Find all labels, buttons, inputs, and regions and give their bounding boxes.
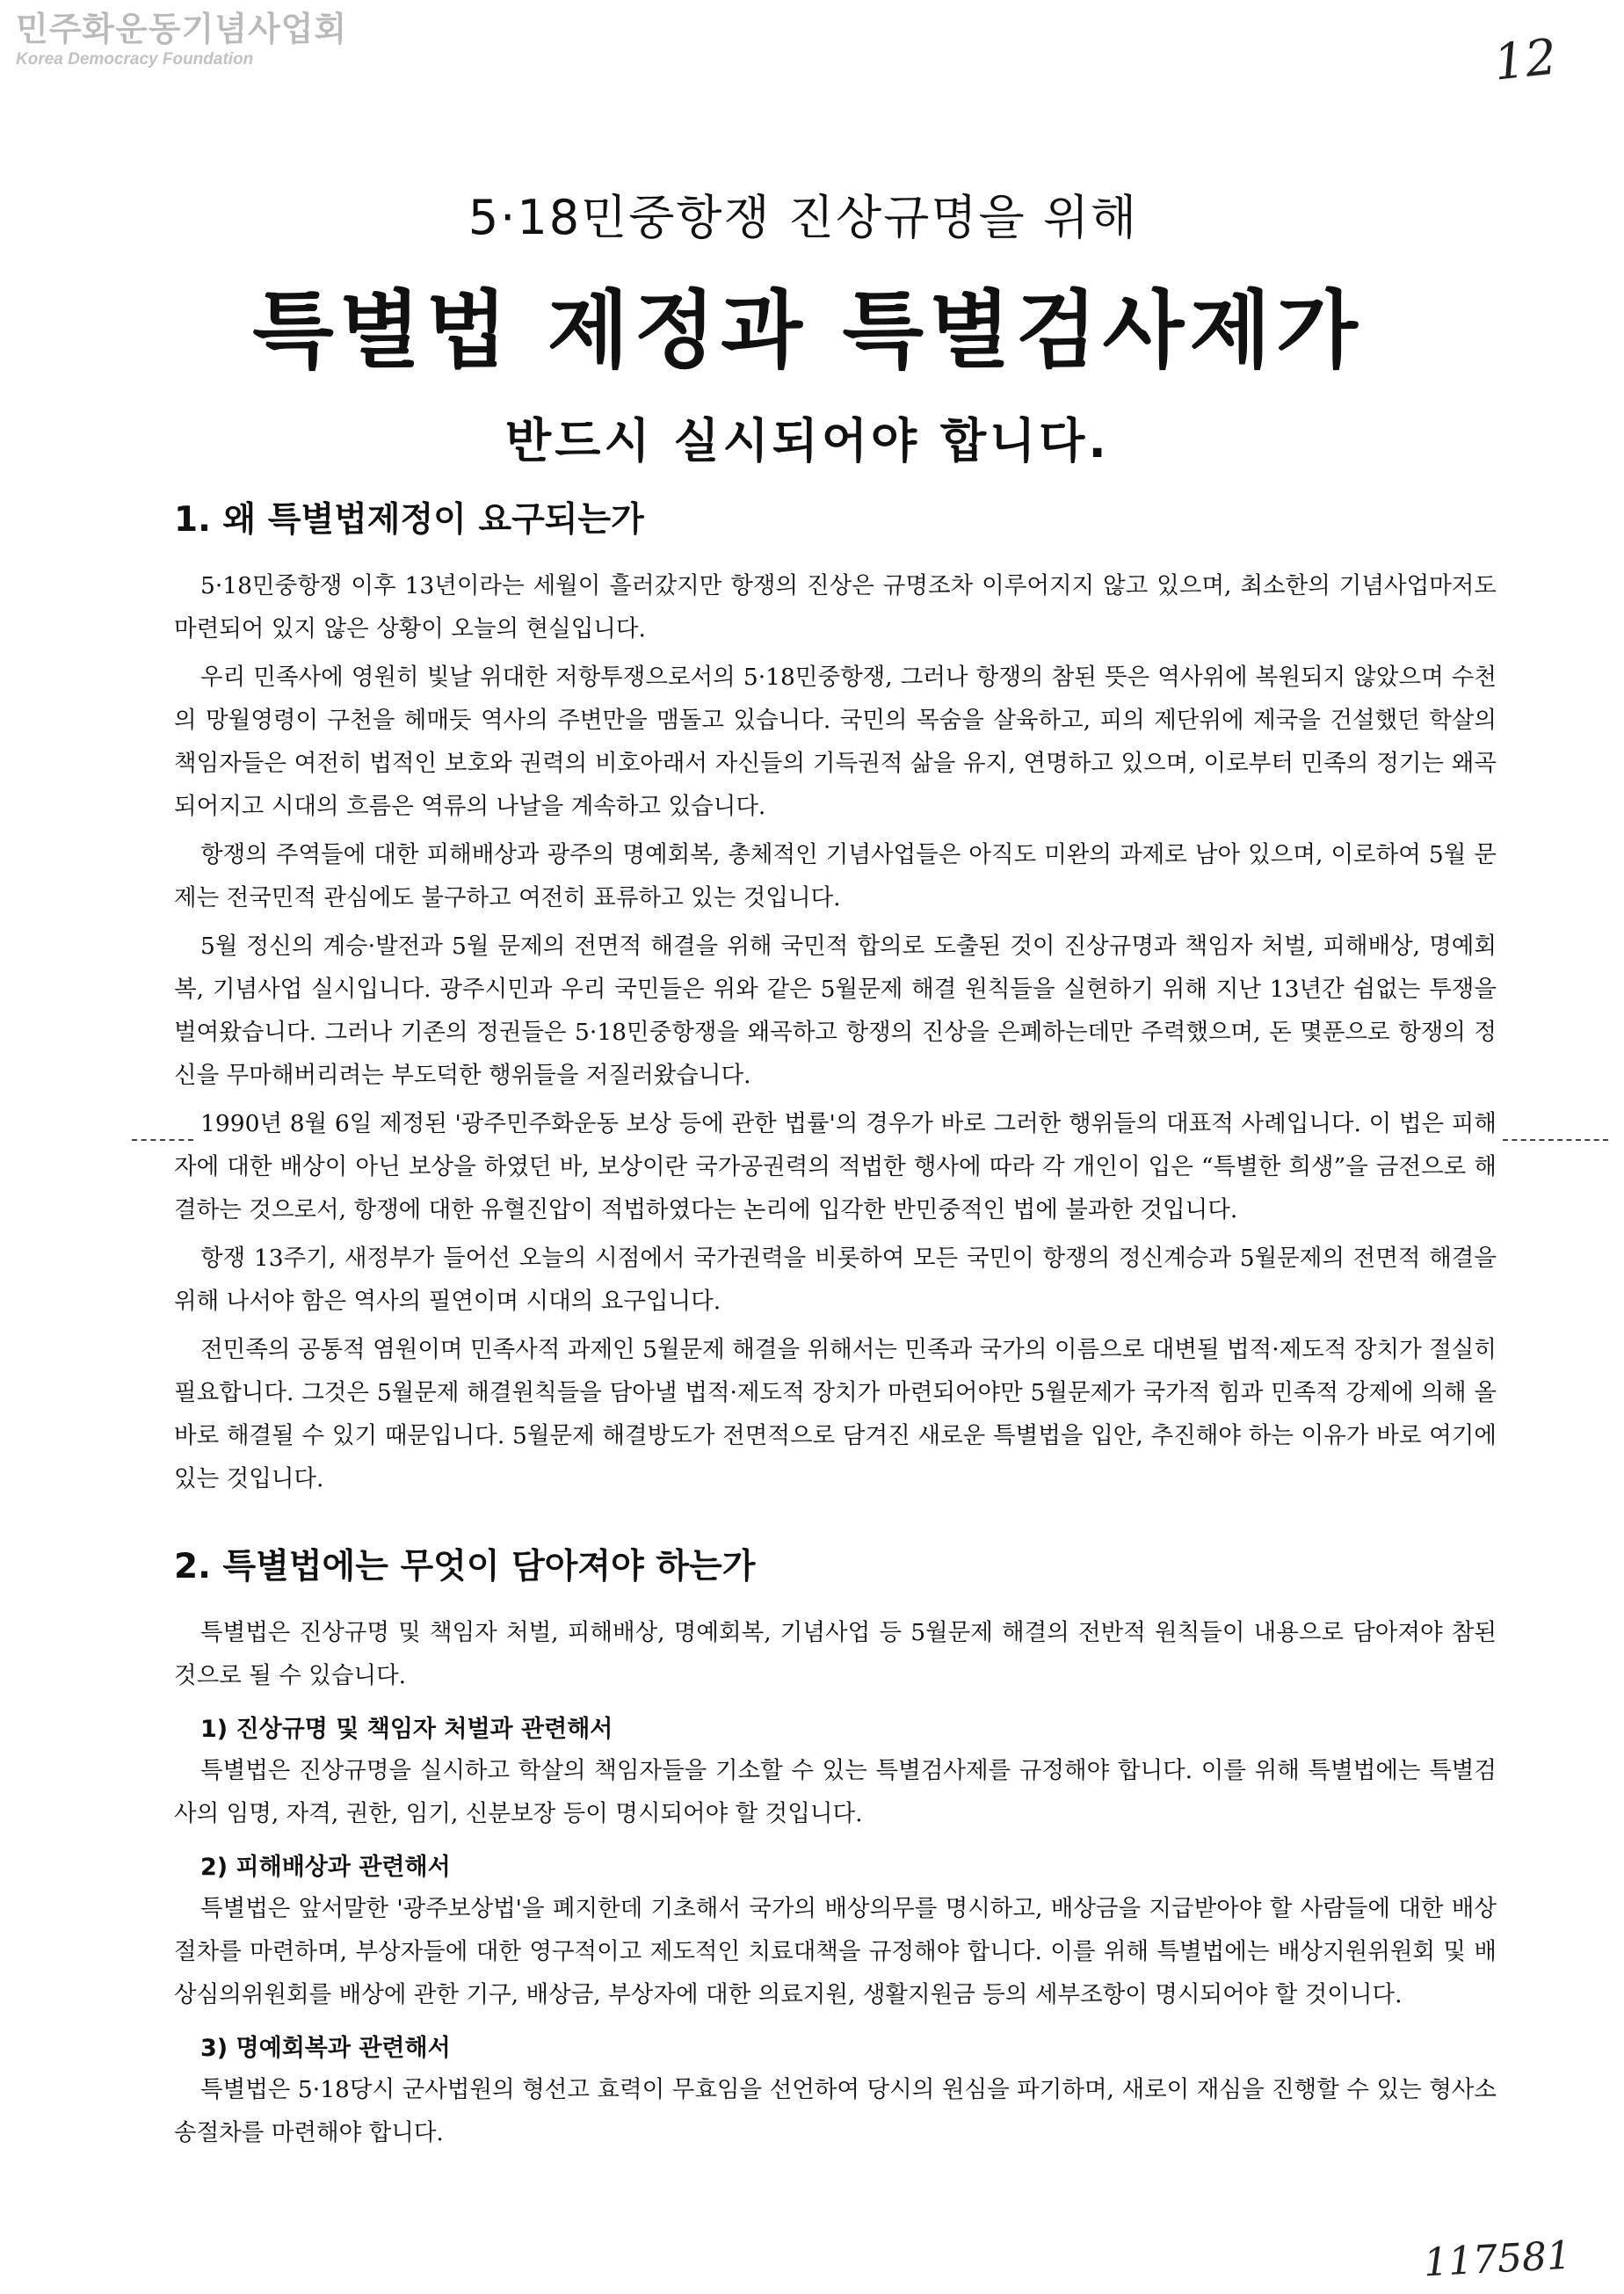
title-block	[0, 180, 1624, 471]
section-1	[174, 492, 1497, 1500]
watermark-korean: 민주화운동기념사업회	[16, 10, 348, 48]
watermark	[16, 12, 347, 68]
section-1-paragraph: 전민족의 공통적 염원이며 민족사적 과제인 5월문제 해결을 위해서는 민족과 국가의 이름으로 대변될 법적·제도적 장치가 절실히 필요합니다. 그것은 5월문제 해결원칙들을 담아낼 법적·제도적 장치가 마련되어야만 5월문제가 국가적 힘과 민족적 강제에 의해 올바로 해결될 수 있기 때문입니다. 5월문제 해결방도가 전면적으로 담겨진 새로운 특별법을 입안, 추진해야 하는 이유가 바로 여기에 있는 것입니다.	[174, 1336, 1497, 1492]
section-1-paragraph: 5·18민중항쟁 이후 13년이라는 세월이 흘러갔지만 항쟁의 진상은 규명조차 이루어지지 않고 있으며, 최소한의 기념사업마저도 마련되어 있지 않은 상황이 오늘의 현실입니다.	[174, 572, 1497, 642]
subsection-heading: 2) 피해배상과 관련해서	[200, 1854, 451, 1881]
section-1-paragraph: 1990년 8월 6일 제정된 '광주민주화운동 보상 등에 관한 법률'의 경우가 바로 그러한 행위들의 대표적 사례입니다. 이 법은 피해자에 대한 배상이 아닌 보상을 하였던 바, 보상이란 국가공권력의 적법한 행사에 따라 각 개인이 입은 “특별한 희생”을 금전으로 해결하는 것으로서, 항쟁에 대한 유혈진압이 적법하였다는 논리에 입각한 반민중적인 법에 불과한 것입니다.	[174, 1110, 1497, 1223]
section-1-heading: 1. 왜 특별법제정이 요구되는가	[174, 500, 644, 540]
page-number: 12	[1490, 28, 1560, 92]
subsection-text: 특별법은 5·18당시 군사법원의 형선고 효력이 무효임을 선언하여 당시의 원심을 파기하며, 새로이 재심을 진행할 수 있는 형사소송절차를 마련해야 합니다.	[174, 2076, 1497, 2146]
handwritten-reference-number: 117581	[1422, 2232, 1573, 2286]
subsection-heading: 3) 명예회복과 관련해서	[200, 2035, 451, 2062]
section-2-intro: 특별법은 진상규명 및 책임자 처벌, 피해배상, 명예회복, 기념사업 등 5월문제 해결의 전반적 원칙들이 내용으로 담아져야 참된 것으로 될 수 있습니다.	[174, 1619, 1497, 1689]
section-1-paragraph: 항쟁의 주역들에 대한 피해배상과 광주의 명예회복, 총체적인 기념사업들은 아직도 미완의 과제로 남아 있으며, 이로하여 5월 문제는 전국민적 관심에도 불구하고 여전히 표류하고 있는 것입니다.	[174, 841, 1497, 911]
section-1-paragraph: 우리 민족사에 영원히 빛날 위대한 저항투쟁으로서의 5·18민중항쟁, 그러나 항쟁의 참된 뜻은 역사위에 복원되지 않았으며 수천의 망월영령이 구천을 헤매듯 역사의 주변만을 맴돌고 있습니다. 국민의 목숨을 살육하고, 피의 제단위에 제국을 건설했던 학살의 책임자들은 여전히 법적인 보호와 권력의 비호아래서 자신들의 기득권적 삶을 유지, 연명하고 있으며, 이로부터 민족의 정기는 왜곡되어지고 시대의 흐름은 역류의 나날을 계속하고 있습니다.	[174, 664, 1497, 820]
section-2	[174, 1539, 1497, 2154]
section-1-paragraph: 5월 정신의 계승·발전과 5월 문제의 전면적 해결을 위해 국민적 합의로 도출된 것이 진상규명과 책임자 처벌, 피해배상, 명예회복, 기념사업 실시입니다. 광주시민과 우리 국민들은 위와 같은 5월문제 해결 원칙들을 실현하기 위해 지난 13년간 쉼없는 투쟁을 벌여왔습니다. 그러나 기존의 정권들은 5·18민중항쟁을 왜곡하고 항쟁의 진상을 은폐하는데만 주력했으며, 돈 몇푼으로 항쟁의 정신을 무마해버리려는 부도덕한 행위들을 저질러왔습니다.	[174, 933, 1497, 1089]
title-bottom: 반드시 실시되어야 합니다.	[505, 413, 1110, 468]
title-top: 5·18민중항쟁 진상규명을 위해	[468, 190, 1139, 245]
subsection-heading: 1) 진상규명 및 책임자 처벌과 관련해서	[200, 1716, 613, 1743]
section-2-heading: 2. 특별법에는 무엇이 담아져야 하는가	[174, 1547, 756, 1586]
title-main: 특별법 제정과 특별검사제가	[252, 281, 1363, 380]
scan-dash-mark-right	[1503, 1139, 1608, 1141]
document-body	[174, 492, 1497, 2160]
subsection-text: 특별법은 앞서말한 '광주보상법'을 폐지한데 기초해서 국가의 배상의무를 명시하고, 배상금을 지급받아야 할 사람들에 대한 배상절차를 마련하며, 부상자들에 대한 영구적이고 제도적인 치료대책을 규정해야 합니다. 이를 위해 특별법에는 배상지원위원회 및 배상심의위원회를 배상에 관한 기구, 배상금, 부상자에 대한 의료지원, 생활지원금 등의 세부조항이 명시되어야 할 것이니다.	[174, 1895, 1497, 2008]
section-1-paragraph: 항쟁 13주기, 새정부가 들어선 오늘의 시점에서 국가권력을 비롯하여 모든 국민이 항쟁의 정신계승과 5월문제의 전면적 해결을 위해 나서야 함은 역사의 필연이며 시대의 요구입니다.	[174, 1245, 1497, 1315]
subsection-text: 특별법은 진상규명을 실시하고 학살의 책임자들을 기소할 수 있는 특별검사제를 규정해야 합니다. 이를 위해 특별법에는 특별검사의 임명, 자격, 권한, 임기, 신분보장 등이 명시되어야 할 것입니다.	[174, 1757, 1497, 1827]
watermark-english: Korea Democracy Foundation	[16, 50, 254, 69]
